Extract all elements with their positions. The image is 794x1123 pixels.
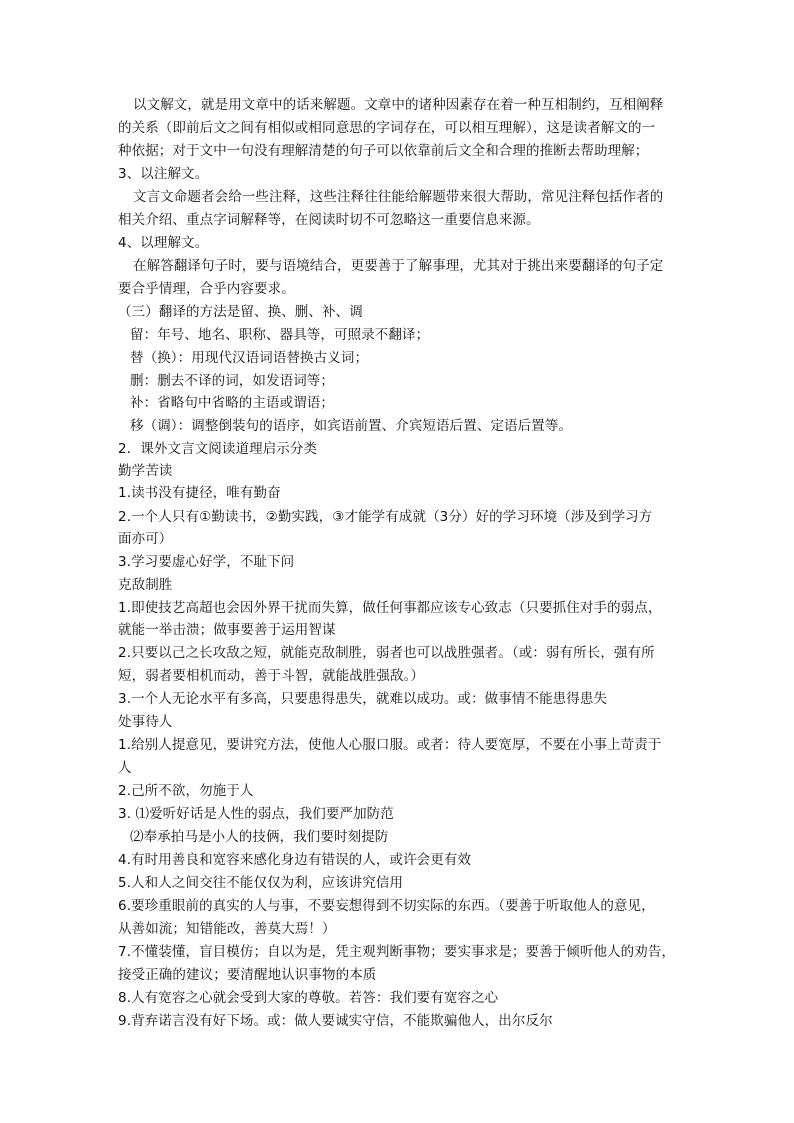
paragraph-line: 在解答翻译句子时，要与语境结合，更要善于了解事理，尤其对于挑出来要翻译的句子定 bbox=[133, 258, 664, 274]
section-heading: （三）翻译的方法是留、换、删、补、调 bbox=[118, 304, 363, 320]
list-item-continuation: 面亦可） bbox=[118, 531, 173, 547]
paragraph-line: 种依据；对于文中一句没有理解清楚的句子可以依靠前后文全和合理的推断去帮助理解； bbox=[118, 143, 649, 159]
list-item: ⑵奉承拍马是小人的技俩，我们要时刻提防 bbox=[130, 829, 389, 845]
list-item: 4.有时用善良和宽容来感化身边有错误的人，或许会更有效 bbox=[118, 852, 472, 868]
list-item: 移（调）：调整倒装句的语序，如宾语前置、介宾短语后置、定语后置等。 bbox=[130, 418, 573, 434]
list-item: 8.人有宽容之心就会受到大家的尊敬。若答：我们要有宽容之心 bbox=[118, 990, 499, 1006]
list-item: 2.只要以己之长攻敌之短，就能克敌制胜，弱者也可以战胜强者。（或：弱有所长，强有所 bbox=[118, 645, 655, 661]
list-item: 删：删去不译的词，如发语词等； bbox=[130, 373, 334, 389]
list-item: 5.人和人之间交往不能仅仅为利，应该讲究信用 bbox=[118, 875, 404, 891]
paragraph-line: 的关系（即前后文之间有相似或相同意思的字词存在，可以相互理解），这是读者解文的一 bbox=[118, 120, 656, 136]
list-item-continuation: 接受正确的建议；要清醒地认识事物的本质 bbox=[118, 967, 377, 983]
section-heading: 3、以注解文。 bbox=[118, 166, 209, 182]
category-heading: 勤学苦读 bbox=[118, 463, 173, 479]
list-item: 6.要珍重眼前的真实的人与事，不要妄想得到不切实际的东西。（要善于听取他人的意见， bbox=[118, 898, 655, 914]
list-item: 3.一个人无论水平有多高，只要患得患失，就难以成功。或：做事情不能患得患失 bbox=[118, 691, 608, 707]
list-item: 3.学习要虚心好学，不耻下问 bbox=[118, 554, 295, 570]
list-item: 2.一个人只有①勤读书，②勤实践，③才能学有成就（3分）好的学习环境（涉及到学习方 bbox=[118, 509, 653, 525]
paragraph-line: 文言文命题者会给一些注释，这些注释往往能给解题带来很大帮助，常见注释包括作者的 bbox=[133, 189, 664, 205]
paragraph-line: 要合乎情理，合乎内容要求。 bbox=[118, 281, 295, 297]
list-item: 留：年号、地名、职称、器具等，可照录不翻译； bbox=[130, 327, 430, 343]
list-item: 1.读书没有捷径，唯有勤奋 bbox=[118, 485, 281, 501]
paragraph-line: 相关介绍、重点字词解释等，在阅读时切不可忽略这一重要信息来源。 bbox=[118, 212, 540, 228]
list-item-continuation: 就能一举击溃；做事要善于运用智谋 bbox=[118, 622, 336, 638]
list-item: 补：省略句中省略的主语或谓语； bbox=[130, 395, 334, 411]
list-item: 7.不懂装懂，盲目模仿；自以为是，凭主观判断事物；要实事求是；要善于倾听他人的劝告， bbox=[118, 944, 676, 960]
list-item: 9.背弃诺言没有好下场。或：做人要诚实守信，不能欺骗他人，出尔反尔 bbox=[118, 1013, 553, 1029]
paragraph-line: 以文解文，就是用文章中的话来解题。文章中的诸种因素存在着一种互相制约，互相阐释 bbox=[133, 97, 664, 113]
category-heading: 处事待人 bbox=[118, 714, 173, 730]
list-item: 1.给别人提意见，要讲究方法，使他人心服口服。或者：待人要宽厚，不要在小事上苛责于 bbox=[118, 737, 662, 753]
list-item: 1.即使技艺高超也会因外界干扰而失算，做任何事都应该专心致志（只要抓住对手的弱点， bbox=[118, 600, 662, 616]
list-item: 3. ⑴爱听好话是人性的弱点，我们要严加防范 bbox=[118, 806, 394, 822]
list-item: 替（换）：用现代汉语词语替换古义词； bbox=[130, 350, 369, 366]
list-item-continuation: 短，弱者要相机而动，善于斗智，就能战胜强敌。） bbox=[118, 668, 425, 684]
list-item-continuation: 从善如流；知错能改，善莫大焉！） bbox=[118, 921, 336, 937]
section-heading: 2．课外文言文阅读道理启示分类 bbox=[118, 441, 318, 457]
category-heading: 克敌制胜 bbox=[118, 577, 173, 593]
section-heading: 4、以理解文。 bbox=[118, 235, 209, 251]
list-item-continuation: 人 bbox=[118, 760, 132, 776]
list-item: 2.己所不欲，勿施于人 bbox=[118, 783, 254, 799]
